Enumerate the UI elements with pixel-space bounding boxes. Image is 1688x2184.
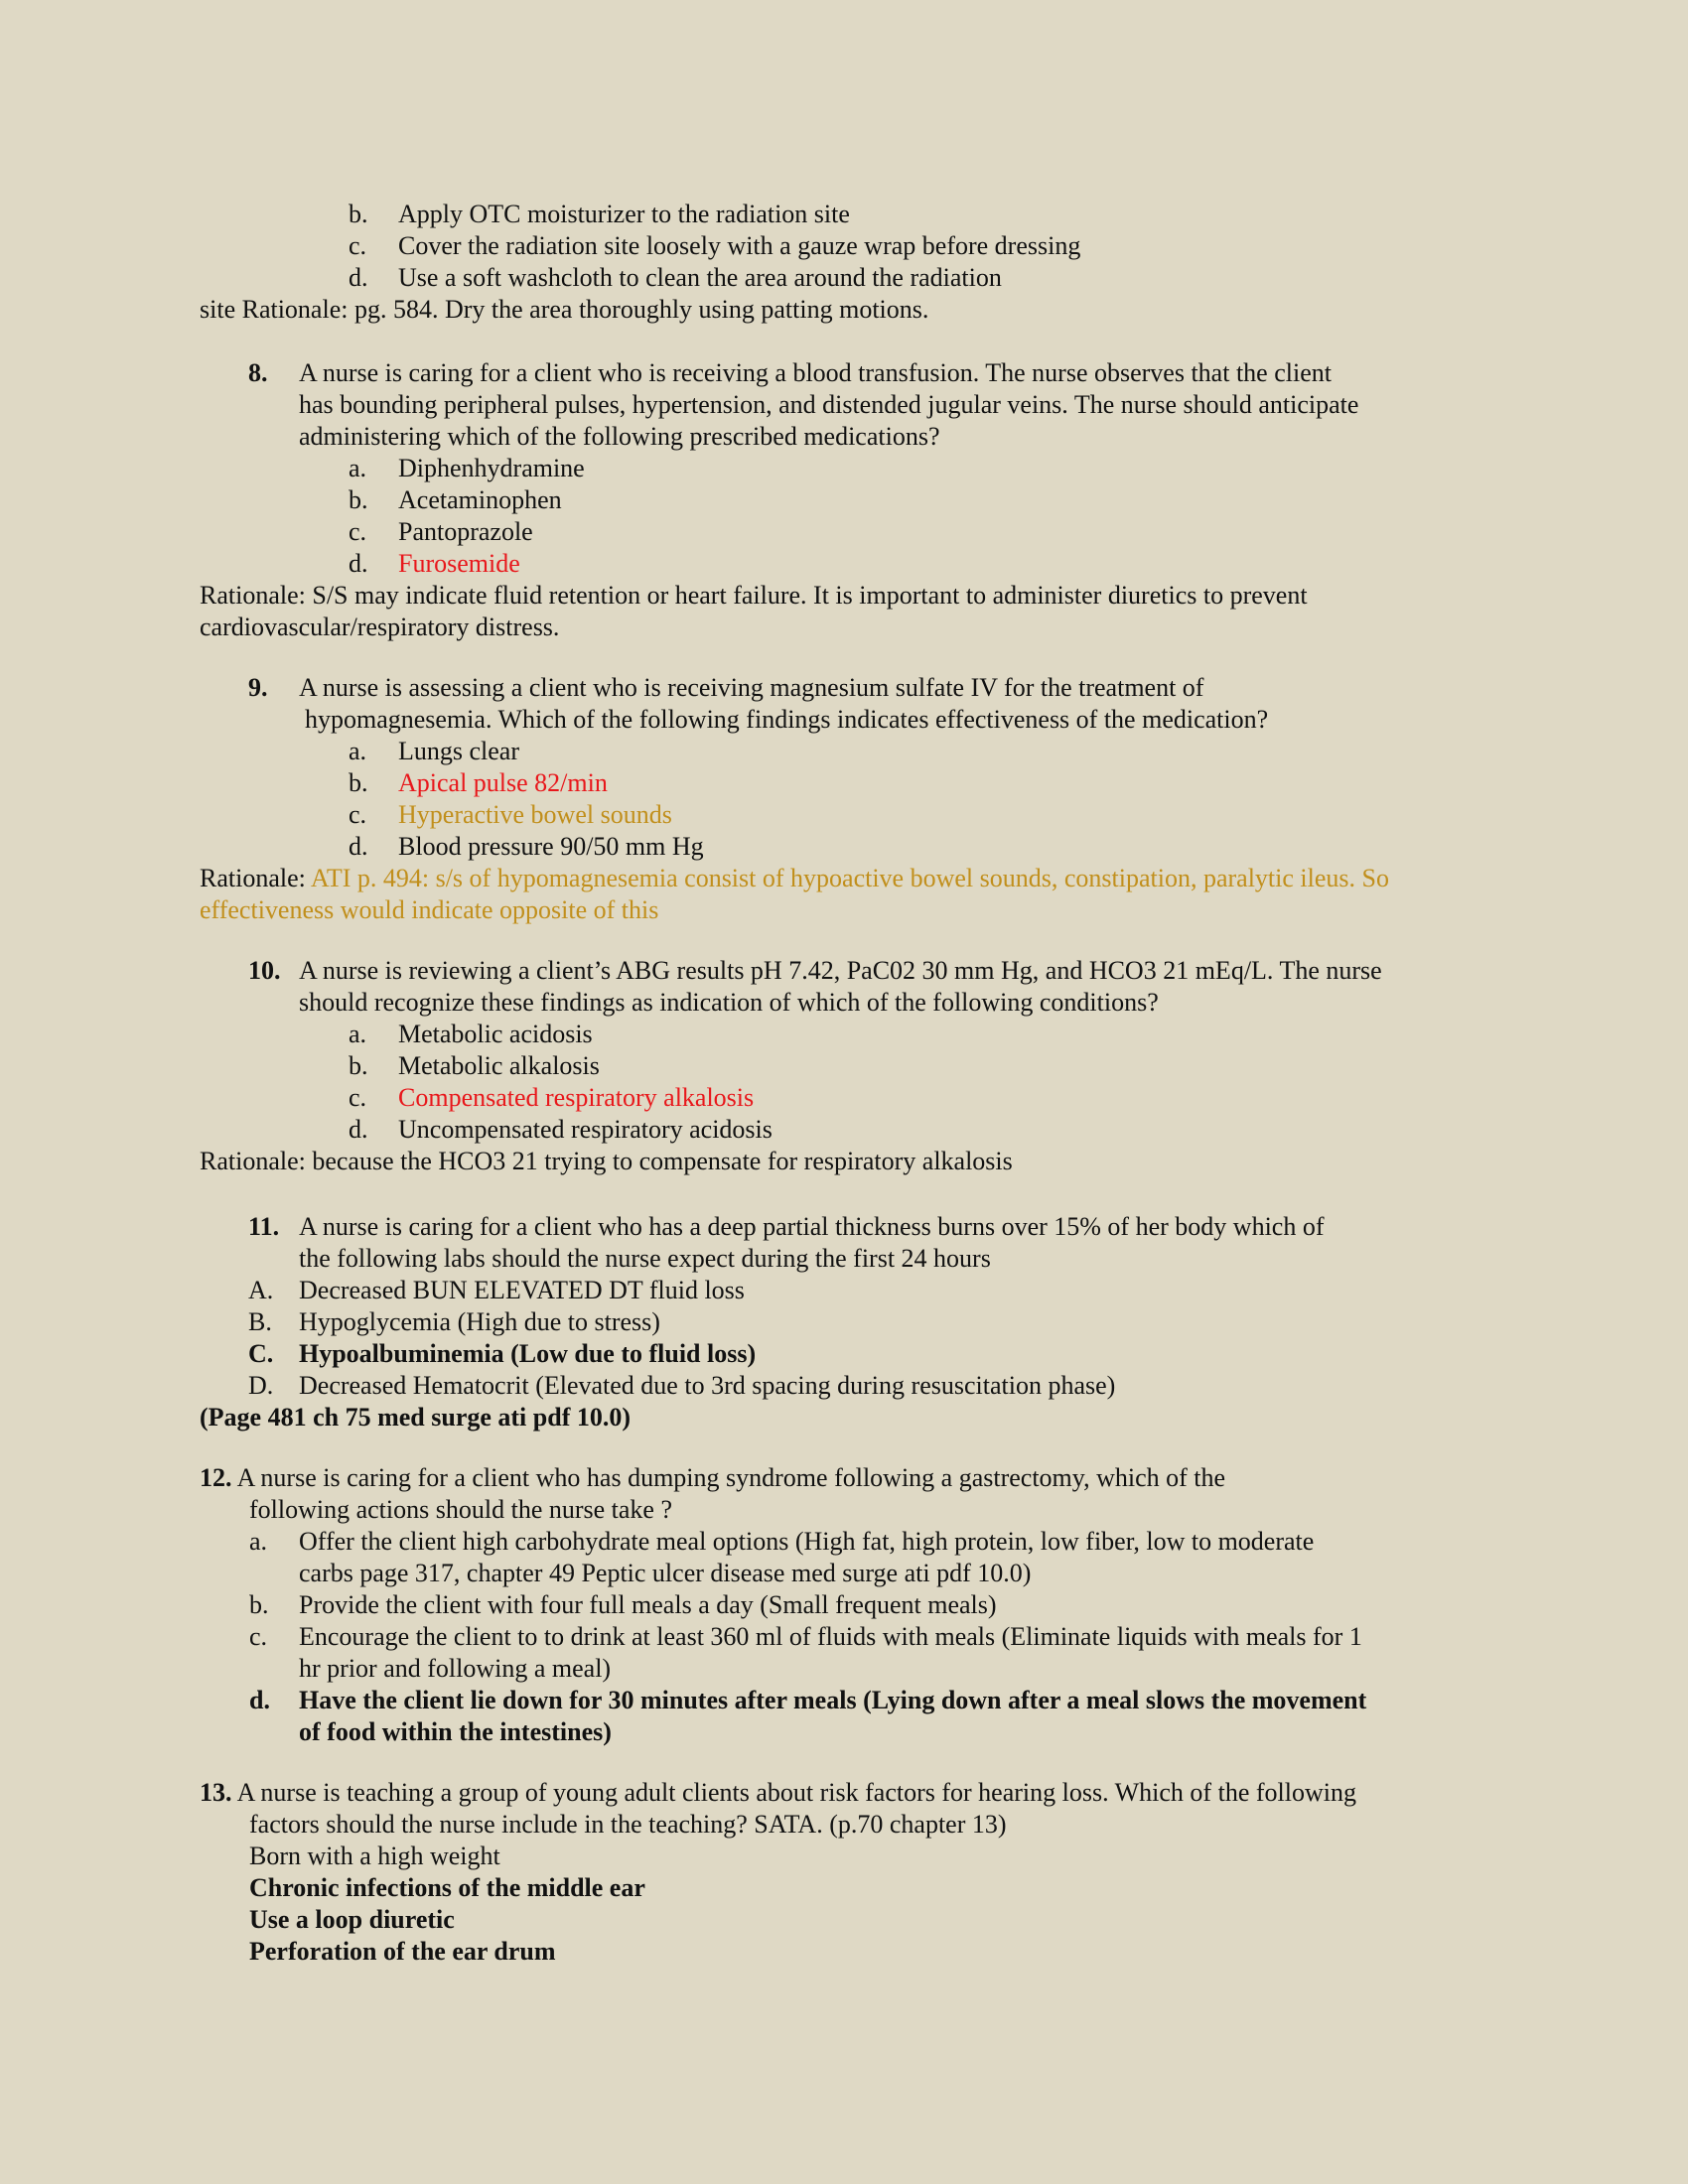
option-letter: b. [349, 200, 368, 228]
option-letter: B. [248, 1307, 272, 1336]
option-row [0, 230, 1688, 262]
rationale [0, 863, 1688, 894]
option-row [0, 1275, 1688, 1306]
question-11 [0, 1211, 1688, 1433]
question-line-text [200, 1777, 1356, 1809]
option-row [0, 767, 1688, 799]
option-letter: d. [349, 1115, 368, 1144]
correct-answer-text: Hypoalbuminemia (Low due to fluid loss) [299, 1339, 757, 1368]
question-line-text [200, 1462, 1225, 1494]
question-line [0, 1462, 1688, 1494]
correct-answer-text: Use a loop diuretic [249, 1905, 455, 1934]
question-text: administering which of the following prescribed medications? [299, 422, 940, 451]
option-row [0, 1685, 1688, 1716]
option-text: Born with a high weight [249, 1842, 500, 1870]
option-letter: c. [249, 1622, 268, 1651]
option-row [0, 1050, 1688, 1082]
option-letter: a. [349, 737, 367, 765]
option-text: Offer the client high carbohydrate meal options (High fat, high protein, low fiber, low to moderate [299, 1527, 1315, 1556]
rationale-text: effectiveness would indicate opposite of this [200, 895, 659, 924]
question-line [0, 357, 1688, 389]
option-text: Metabolic alkalosis [398, 1051, 600, 1080]
option-text: Apply OTC moisturizer to the radiation site [398, 200, 850, 228]
question-line [0, 1809, 1688, 1841]
option-row [0, 1019, 1688, 1050]
option-text: Provide the client with four full meals a day (Small frequent meals) [299, 1590, 997, 1619]
option-row [0, 831, 1688, 863]
question-line [0, 1777, 1688, 1809]
option-letter: d. [249, 1686, 270, 1714]
option-letter: C. [248, 1339, 274, 1368]
option-letter: d. [349, 549, 368, 578]
option-letter: b. [349, 1051, 368, 1080]
question-text: A nurse is caring for a client who has a deep partial thickness burns over 15% of her body which of [299, 1212, 1325, 1241]
option-text: Metabolic acidosis [398, 1020, 593, 1048]
question-line [0, 955, 1688, 987]
option-row [0, 1306, 1688, 1338]
rationale [0, 612, 1688, 643]
question-line [0, 672, 1688, 704]
option-letter: c. [349, 517, 367, 546]
correct-answer-text: Apical pulse 82/min [398, 768, 608, 797]
question-text: has bounding peripheral pulses, hypertension, and distended jugular veins. The nurse should anticipate [299, 390, 1359, 419]
question-8 [0, 357, 1688, 643]
correct-answer-text: Furosemide [398, 549, 520, 578]
question-line [0, 1211, 1688, 1243]
question-text: A nurse is assessing a client who is receiving magnesium sulfate IV for the treatment of [299, 673, 1204, 702]
rationale-text: ATI p. 494: s/s of hypomagnesemia consist of hypoactive bowel sounds, constipation, paralytic ileus. So [310, 864, 1389, 892]
option-row [0, 484, 1688, 516]
question-line [0, 987, 1688, 1019]
correct-answer-text: Chronic infections of the middle ear [249, 1873, 645, 1902]
option-letter: b. [349, 485, 368, 514]
question-line [0, 704, 1688, 736]
rationale-text: Rationale: because the HCO3 21 trying to compensate for respiratory alkalosis [200, 1147, 1013, 1175]
option-letter: a. [349, 454, 367, 482]
option-row [0, 1653, 1688, 1685]
question-line [0, 421, 1688, 453]
option-row [0, 1526, 1688, 1558]
question-text: factors should the nurse include in the teaching? SATA. (p.70 chapter 13) [249, 1810, 1007, 1839]
question-13 [0, 1777, 1688, 1968]
question-number: 11. [248, 1212, 280, 1241]
question-text: should recognize these findings as indication of which of the following conditions? [299, 988, 1159, 1017]
rationale [0, 294, 1688, 326]
question-text: A nurse is teaching a group of young adult clients about risk factors for hearing loss. Which of the following [236, 1778, 1356, 1807]
option-row [0, 516, 1688, 548]
question-text: A nurse is caring for a client who has dumping syndrome following a gastrectomy, which of the [236, 1463, 1226, 1492]
question-text: A nurse is reviewing a client’s ABG results pH 7.42, PaC02 30 mm Hg, and HCO3 21 mEq/L. The nurse [299, 956, 1382, 985]
question-number: 9. [248, 673, 268, 702]
question-text: the following labs should the nurse expect during the first 24 hours [299, 1244, 991, 1273]
correct-answer-text: of food within the intestines) [299, 1717, 612, 1746]
correct-answer-text: Compensated respiratory alkalosis [398, 1083, 755, 1112]
question-number: 8. [248, 358, 268, 387]
option-text: hr prior and following a meal) [299, 1654, 612, 1683]
option-row [0, 199, 1688, 230]
question-number: 12. [200, 1463, 232, 1492]
option-row [0, 1370, 1688, 1402]
option-row [0, 1589, 1688, 1621]
option-row [0, 1621, 1688, 1653]
rationale-text: Rationale: S/S may indicate fluid retention or heart failure. It is important to administer diuretics to prevent [200, 581, 1308, 610]
option-text: Decreased Hematocrit (Elevated due to 3rd spacing during resuscitation phase) [299, 1371, 1116, 1400]
option-text: Use a soft washcloth to clean the area around the radiation [398, 263, 1002, 292]
option-row [0, 1338, 1688, 1370]
list-item [0, 1904, 1688, 1936]
question-9 [0, 672, 1688, 926]
list-item [0, 1872, 1688, 1904]
option-row [0, 262, 1688, 294]
option-text: Hypoglycemia (High due to stress) [299, 1307, 660, 1336]
question-text: A nurse is caring for a client who is receiving a blood transfusion. The nurse observes that the client [299, 358, 1332, 387]
option-row [0, 1082, 1688, 1114]
option-text: Encourage the client to to drink at least 360 ml of fluids with meals (Eliminate liquids with meals for 1 [299, 1622, 1362, 1651]
option-text: Lungs clear [398, 737, 520, 765]
question-number: 13. [200, 1778, 232, 1807]
rationale-text: site Rationale: pg. 584. Dry the area thoroughly using patting motions. [200, 295, 929, 324]
highlighted-answer-text: Hyperactive bowel sounds [398, 800, 672, 829]
option-letter: a. [249, 1527, 268, 1556]
correct-answer-text: Have the client lie down for 30 minutes after meals (Lying down after a meal slows the movement [299, 1686, 1367, 1714]
option-text: Uncompensated respiratory acidosis [398, 1115, 773, 1144]
option-letter: a. [349, 1020, 367, 1048]
question-7-continuation [0, 199, 1688, 326]
option-letter: d. [349, 832, 368, 861]
option-letter: b. [249, 1590, 269, 1619]
reference-text: (Page 481 ch 75 med surge ati pdf 10.0) [200, 1403, 632, 1432]
option-text: Blood pressure 90/50 mm Hg [398, 832, 704, 861]
option-row [0, 1558, 1688, 1589]
option-letter: A. [248, 1276, 274, 1304]
option-text: Acetaminophen [398, 485, 562, 514]
option-text: Decreased BUN ELEVATED DT fluid loss [299, 1276, 745, 1304]
question-line [0, 1494, 1688, 1526]
rationale-line [200, 863, 1389, 894]
option-text: Pantoprazole [398, 517, 533, 546]
option-letter: b. [349, 768, 368, 797]
option-letter: c. [349, 800, 367, 829]
question-10 [0, 955, 1688, 1177]
rationale-text: cardiovascular/respiratory distress. [200, 613, 560, 641]
question-text: hypomagnesemia. Which of the following findings indicates effectiveness of the medication? [305, 705, 1269, 734]
question-text: following actions should the nurse take ? [249, 1495, 673, 1524]
option-row [0, 799, 1688, 831]
option-row [0, 736, 1688, 767]
list-item [0, 1841, 1688, 1872]
question-number: 10. [248, 956, 281, 985]
option-letter: c. [349, 231, 367, 260]
option-letter: d. [349, 263, 368, 292]
correct-answer-text: Perforation of the ear drum [249, 1937, 556, 1966]
option-text: Diphenhydramine [398, 454, 585, 482]
rationale-label: Rationale: [200, 864, 311, 892]
option-letter: c. [349, 1083, 367, 1112]
list-item [0, 1936, 1688, 1968]
option-text: carbs page 317, chapter 49 Peptic ulcer disease med surge ati pdf 10.0) [299, 1559, 1032, 1587]
option-text: Cover the radiation site loosely with a gauze wrap before dressing [398, 231, 1081, 260]
rationale [0, 1146, 1688, 1177]
rationale [0, 894, 1688, 926]
option-row [0, 548, 1688, 580]
question-line [0, 1243, 1688, 1275]
option-letter: D. [248, 1371, 274, 1400]
option-row [0, 1716, 1688, 1748]
option-row [0, 453, 1688, 484]
option-row [0, 1114, 1688, 1146]
reference [0, 1402, 1688, 1433]
question-line [0, 389, 1688, 421]
question-12 [0, 1462, 1688, 1748]
rationale [0, 580, 1688, 612]
